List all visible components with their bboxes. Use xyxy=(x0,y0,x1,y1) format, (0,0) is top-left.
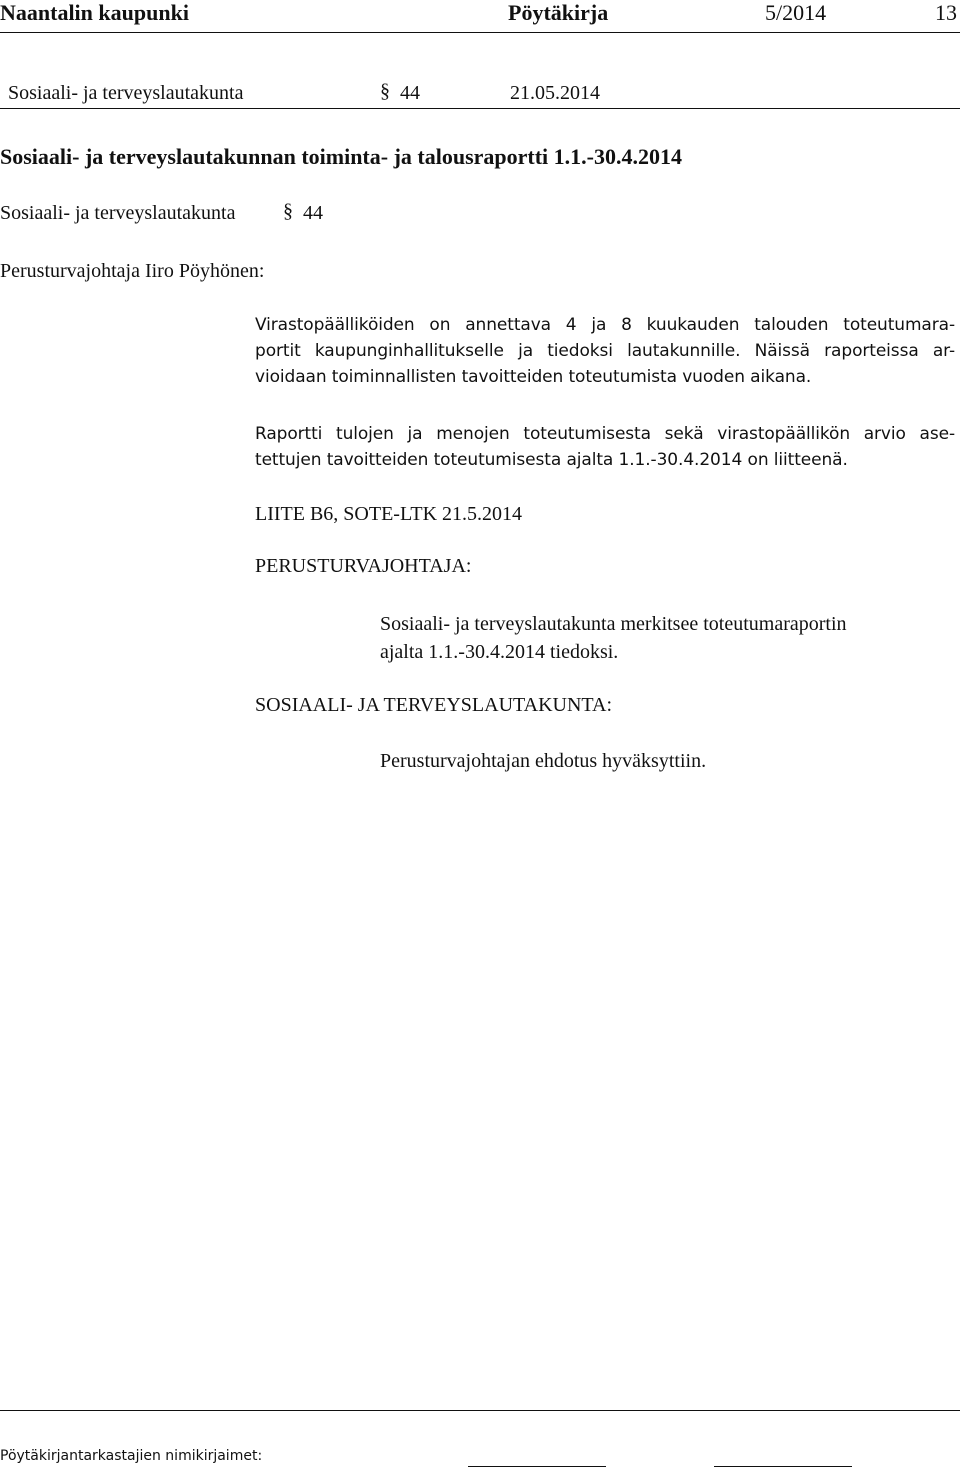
header-divider xyxy=(0,32,960,33)
item-committee: Sosiaali- ja terveyslautakunta xyxy=(0,202,236,224)
attachment-reference: LIITE B6, SOTE-LTK 21.5.2014 xyxy=(255,503,523,525)
document-number: 5/2014 xyxy=(765,0,827,25)
paragraph-report-line-1: Raportti tulojen ja menojen toteutumisesta sekä virastopäällikön arvio ase- xyxy=(255,424,955,444)
page-number: 13 xyxy=(935,0,957,25)
paragraph-intro xyxy=(255,312,955,390)
signature-line-2 xyxy=(714,1466,852,1467)
paragraph-report-line-2: tettujen tavoitteiden toteutumisesta ajalta 1.1.-30.4.2014 on liitteenä. xyxy=(255,450,848,470)
decision-text: Perusturvajohtajan ehdotus hyväksyttiin. xyxy=(380,750,707,772)
footer-divider xyxy=(0,1410,960,1411)
section-number: 44 xyxy=(400,82,420,104)
item-section-symbol: § xyxy=(283,200,293,222)
municipality-name: Naantalin kaupunki xyxy=(0,0,189,25)
proposal-line-2: ajalta 1.1.-30.4.2014 tiedoksi. xyxy=(380,641,619,663)
signatures-label: Pöytäkirjantarkastajien nimikirjaimet: xyxy=(0,1448,263,1464)
meeting-date: 21.05.2014 xyxy=(510,82,600,104)
signature-line-1 xyxy=(468,1466,606,1467)
section-symbol: § xyxy=(380,80,390,102)
subheader-divider xyxy=(0,108,960,109)
decision-label: SOSIAALI- JA TERVEYSLAUTAKUNTA: xyxy=(255,694,613,716)
paragraph-intro-line-3: vioidaan toiminnallisten tavoitteiden toteutumista vuoden aikana. xyxy=(255,367,812,387)
paragraph-intro-line-2: portit kaupunginhallitukselle ja tiedoksi lautakunnille. Näissä raporteissa ar- xyxy=(255,341,955,361)
item-section-number: 44 xyxy=(303,202,323,224)
paragraph-report xyxy=(255,421,955,473)
committee-name: Sosiaali- ja terveyslautakunta xyxy=(8,82,244,104)
document-type: Pöytäkirja xyxy=(508,0,609,25)
presenter: Perusturvajohtaja Iiro Pöyhönen: xyxy=(0,260,265,282)
proposal-label: PERUSTURVAJOHTAJA: xyxy=(255,555,472,577)
item-title: Sosiaali- ja terveyslautakunnan toiminta- ja talousraportti 1.1.-30.4.2014 xyxy=(0,144,682,169)
proposal-line-1: Sosiaali- ja terveyslautakunta merkitsee toteutumaraportin xyxy=(380,613,847,635)
paragraph-intro-line-1: Virastopäälliköiden on annettava 4 ja 8 kuukauden talouden toteutumara- xyxy=(255,315,955,335)
